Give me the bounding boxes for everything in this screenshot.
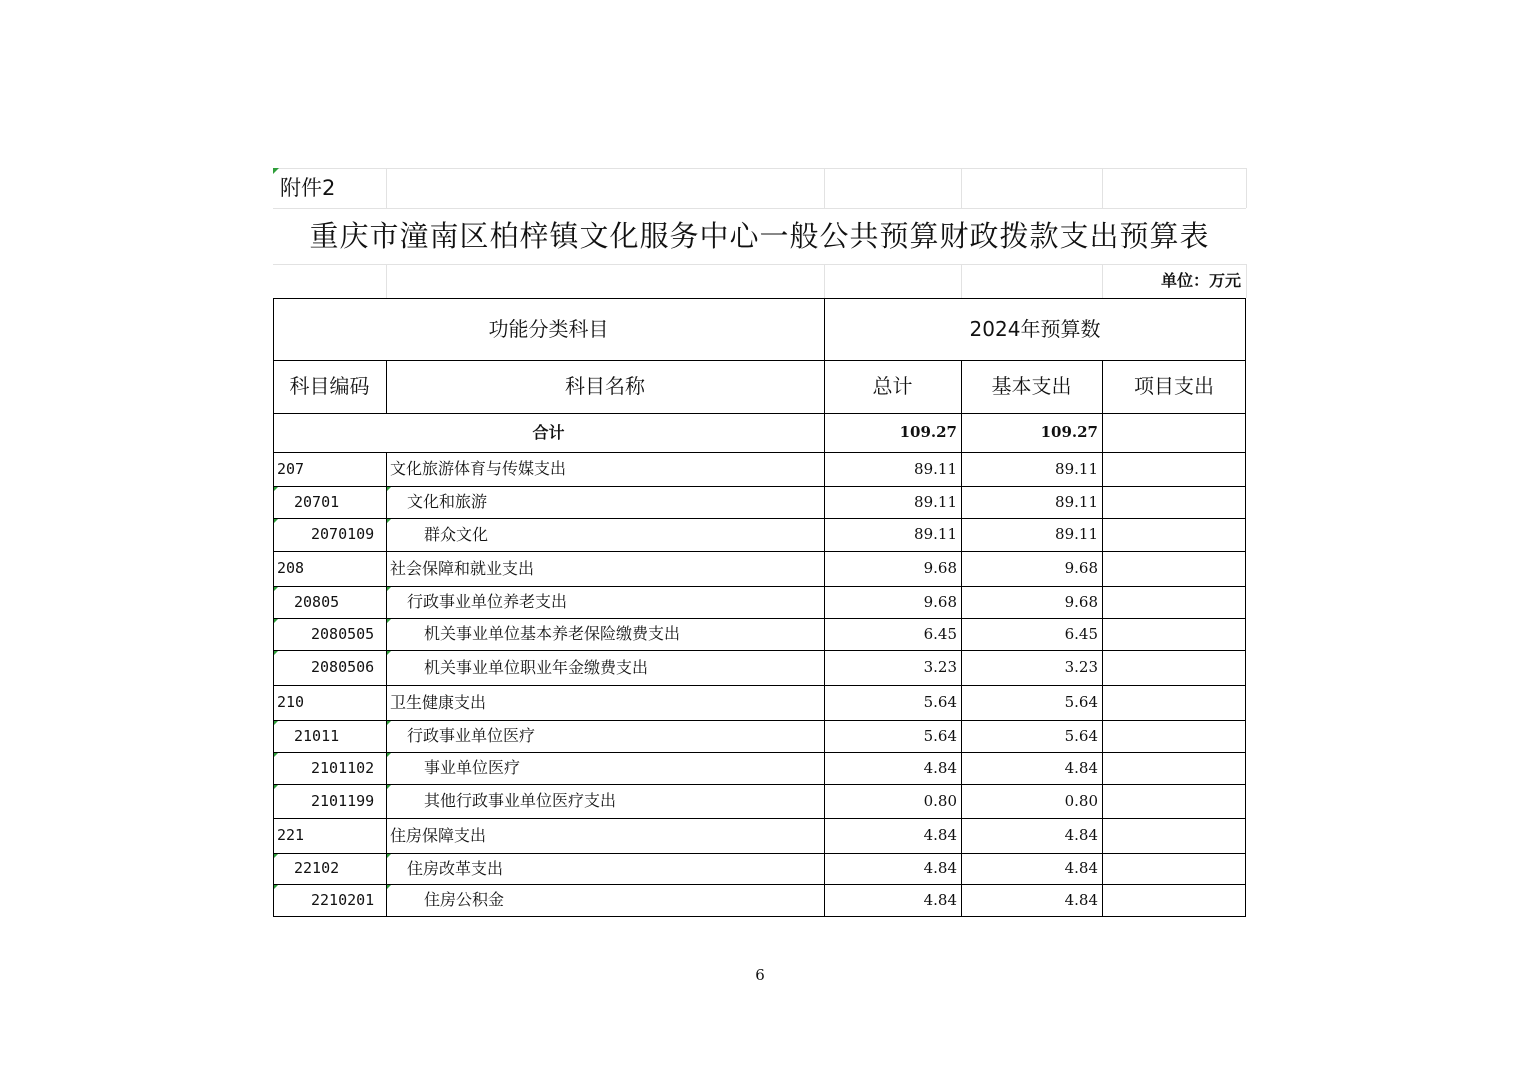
row-basic: 89.11 (1055, 525, 1098, 543)
row-basic: 9.68 (1064, 559, 1098, 577)
header-budget-group: 2024年预算数 (969, 317, 1101, 341)
row-code: 208 (277, 559, 305, 577)
header-total: 总计 (872, 374, 913, 398)
row-project (1102, 853, 1246, 884)
table-border (961, 360, 962, 916)
table-border (273, 884, 1246, 885)
header-code: 科目编码 (289, 374, 370, 398)
row-total: 4.84 (923, 826, 957, 844)
row-basic: 4.84 (1064, 859, 1098, 877)
row-name: 文化和旅游 (386, 486, 824, 518)
row-name: 事业单位医疗 (386, 752, 824, 784)
row-basic: 4.84 (1064, 891, 1098, 909)
header-project: 项目支出 (1134, 374, 1214, 398)
row-code: 210 (277, 693, 305, 711)
row-project (1102, 452, 1246, 486)
row-basic: 5.64 (1064, 693, 1098, 711)
row-name: 文化旅游体育与传媒支出 (390, 459, 567, 478)
unit-label: 单位：万元 (1160, 271, 1241, 290)
row-total: 3.23 (923, 658, 957, 676)
table-border (273, 720, 1246, 721)
totals-label: 合计 (532, 423, 565, 442)
row-name: 卫生健康支出 (390, 693, 487, 712)
row-basic: 89.11 (1055, 493, 1098, 511)
row-project (1102, 752, 1246, 784)
gridline (1246, 168, 1247, 208)
table-border (273, 586, 1246, 587)
table-border (273, 818, 1246, 819)
row-project (1102, 818, 1246, 853)
row-basic: 5.64 (1064, 727, 1098, 745)
row-code: 22102 (273, 853, 386, 884)
table-border (273, 486, 1246, 487)
row-project (1102, 650, 1246, 685)
row-name: 行政事业单位医疗 (386, 720, 824, 752)
table-border (273, 413, 1246, 414)
row-name: 其他行政事业单位医疗支出 (386, 784, 824, 818)
header-basic: 基本支出 (991, 374, 1072, 398)
table-border (386, 360, 387, 413)
totals-total: 109.27 (899, 423, 957, 441)
page-number: 6 (755, 966, 765, 984)
table-border (273, 298, 1246, 299)
gridline (824, 168, 825, 208)
table-border (273, 618, 1246, 619)
row-total: 89.11 (914, 525, 957, 543)
header-name: 科目名称 (565, 374, 645, 398)
row-code: 20805 (273, 586, 386, 618)
row-total: 9.68 (923, 559, 957, 577)
row-code: 21011 (273, 720, 386, 752)
row-total: 6.45 (923, 625, 957, 643)
row-code: 2210201 (273, 884, 386, 916)
table-border (1102, 360, 1103, 916)
table-border (273, 685, 1246, 686)
row-project (1102, 685, 1246, 720)
row-name: 群众文化 (386, 518, 824, 551)
gridline (961, 168, 962, 208)
row-project (1102, 486, 1246, 518)
row-name: 机关事业单位职业年金缴费支出 (386, 650, 824, 685)
page-title: 重庆市潼南区柏梓镇文化服务中心一般公共预算财政拨款支出预算表 (309, 219, 1210, 253)
row-code: 2101199 (273, 784, 386, 818)
gridline (1102, 168, 1103, 208)
table-border (273, 752, 1246, 753)
table-border (386, 452, 387, 916)
table-border (1245, 298, 1246, 917)
gridline (273, 168, 1246, 169)
row-total: 4.84 (923, 759, 957, 777)
row-name: 社会保障和就业支出 (390, 559, 535, 578)
row-total: 0.80 (923, 792, 957, 810)
table-border (273, 298, 274, 917)
row-project (1102, 884, 1246, 916)
row-project (1102, 618, 1246, 650)
row-name: 住房改革支出 (386, 853, 824, 884)
row-project (1102, 720, 1246, 752)
row-code: 2080505 (273, 618, 386, 650)
table-border (273, 551, 1246, 552)
table-border (273, 853, 1246, 854)
totals-project (1102, 413, 1246, 452)
attachment-label: 附件2 (273, 168, 386, 208)
row-basic: 89.11 (1055, 460, 1098, 478)
gridline (386, 168, 387, 208)
table-border (273, 650, 1246, 651)
row-total: 5.64 (923, 693, 957, 711)
row-name: 住房保障支出 (390, 826, 487, 845)
row-project (1102, 518, 1246, 551)
row-project (1102, 551, 1246, 586)
row-code: 20701 (273, 486, 386, 518)
row-code: 2080506 (273, 650, 386, 685)
gridline (1246, 264, 1247, 298)
row-total: 9.68 (923, 593, 957, 611)
table-border (273, 452, 1246, 453)
row-project (1102, 586, 1246, 618)
row-total: 4.84 (923, 891, 957, 909)
row-total: 4.84 (923, 859, 957, 877)
row-basic: 3.23 (1064, 658, 1098, 676)
row-name: 住房公积金 (386, 884, 824, 916)
table-border (824, 298, 825, 917)
table-border (273, 784, 1246, 785)
row-name: 机关事业单位基本养老保险缴费支出 (386, 618, 824, 650)
row-basic: 6.45 (1064, 625, 1098, 643)
row-code: 2070109 (273, 518, 386, 551)
row-basic: 9.68 (1064, 593, 1098, 611)
row-total: 89.11 (914, 493, 957, 511)
row-basic: 0.80 (1064, 792, 1098, 810)
row-basic: 4.84 (1064, 826, 1098, 844)
table-border (273, 518, 1246, 519)
row-code: 2101102 (273, 752, 386, 784)
row-project (1102, 784, 1246, 818)
table-border (273, 360, 1246, 361)
table-border (273, 916, 1246, 917)
row-code: 207 (277, 460, 305, 478)
row-total: 89.11 (914, 460, 957, 478)
row-code: 221 (277, 826, 305, 844)
totals-basic: 109.27 (1040, 423, 1098, 441)
row-total: 5.64 (923, 727, 957, 745)
row-basic: 4.84 (1064, 759, 1098, 777)
row-name: 行政事业单位养老支出 (386, 586, 824, 618)
header-category: 功能分类科目 (488, 317, 609, 341)
